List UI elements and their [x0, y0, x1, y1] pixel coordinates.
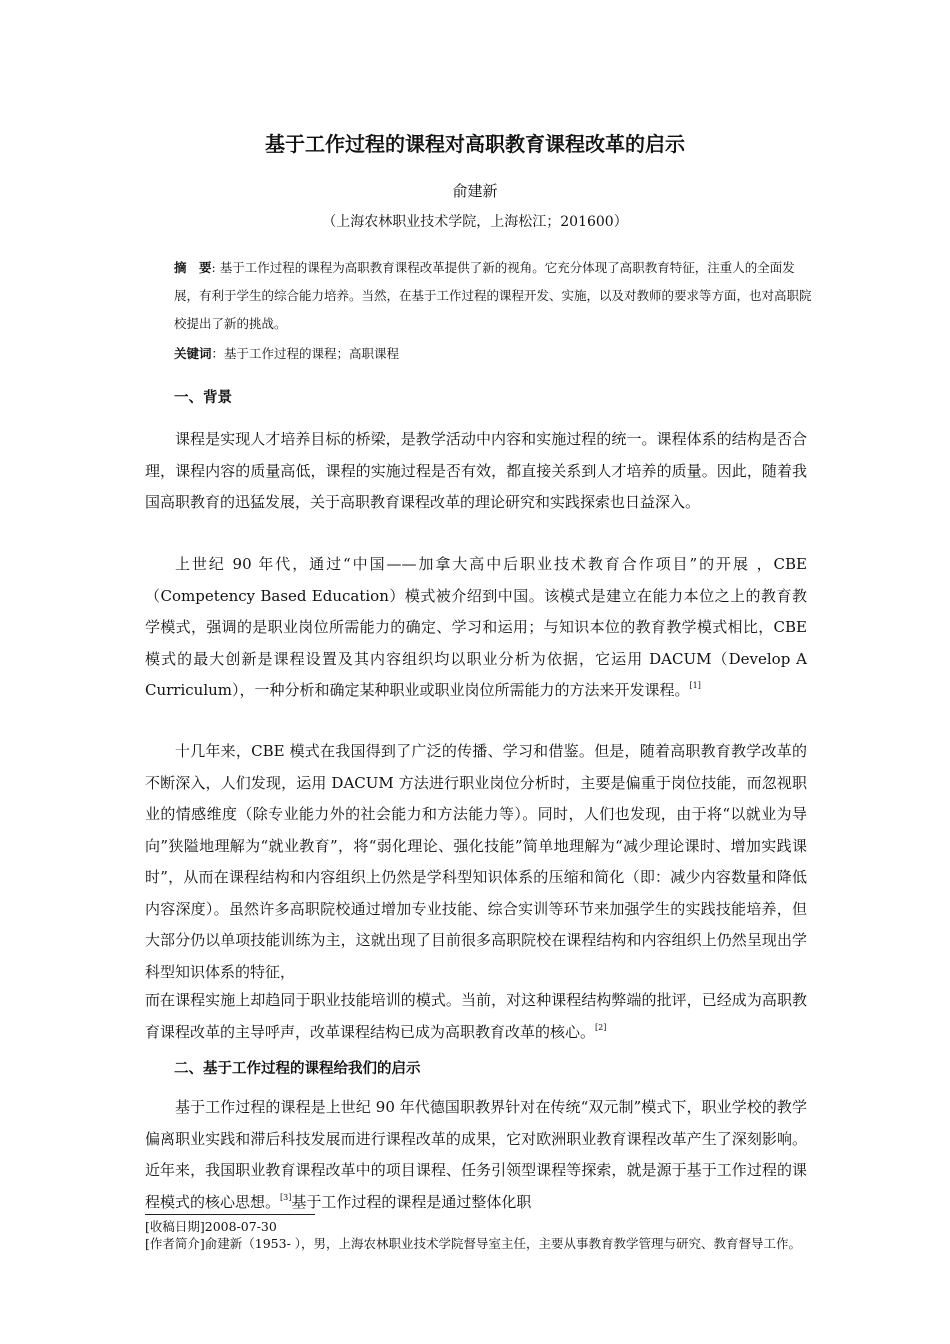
paragraph-2	[145, 549, 807, 707]
citation-ref-1[interactable]: [1]	[689, 681, 701, 690]
paper-title: 基于工作过程的课程对高职教育课程改革的启示	[265, 132, 685, 156]
paragraph-4-text: 而在课程实施上却趋同于职业技能培训的模式。当前，对这种课程结构弊端的批评，已经成为高职教育课程改革的主导呼声，改革课程结构已成为高职教育改革的核心。	[145, 991, 807, 1041]
abstract	[174, 254, 814, 338]
footnote-received-date: [收稿日期]2008-07-30	[145, 1219, 277, 1234]
author-name: 俞建新	[452, 182, 498, 200]
paragraph-5-tail: 基于工作过程的课程是通过整体化职	[291, 1192, 532, 1211]
paragraph-1: 课程是实现人才培养目标的桥梁，是教学活动中内容和实施过程的统一。课程体系的结构是否合理，课程内容的质量高低，课程的实施过程是否有效，都直接关系到人才培养的质量。因此，随着我国高职教育的迅猛发展，关于高职教育课程改革的理论研究和实践探索也日益深入。	[145, 430, 807, 511]
keywords-label: 关键词	[174, 346, 212, 361]
paragraph-5	[145, 1092, 807, 1218]
footnote-author-info: [作者简介]俞建新（1953- ），男，上海农林职业技术学院督导室主任，主要从事教育教学管理与研究、教育督导工作。	[145, 1236, 802, 1251]
paragraph-4	[145, 985, 807, 1048]
abstract-label: 摘 要	[174, 260, 212, 275]
keywords	[174, 340, 814, 368]
paragraph-3: 十几年来，CBE 模式在我国得到了广泛的传播、学习和借鉴。但是，随着高职教育教学改革的不断深入，人们发现，运用 DACUM 方法进行职业岗位分析时，主要是偏重于岗位技能，而忽视职业的情感维度（除专业能力外的社会能力和方法能力等）。同时，人们也发现，由于将“以就业为导向”狭隘地理解为“就业教育”，将“弱化理论、强化技能”简单地理解为“减少理论课时、增加实践课时”，从而在课程结构和内容组织上仍然是学科型知识体系的压缩和简化（即：减少内容数量和降低内容深度）。虽然许多高职院校通过增加专业技能、综合实训等环节来加强学生的实践技能培养，但大部分仍以单项技能训练为主，这就出现了目前很多高职院校在课程结构和内容组织上仍然呈现出学科型知识体系的特征，	[145, 742, 807, 981]
footnote-divider	[145, 1214, 315, 1215]
keywords-text: ：基于工作过程的课程；高职课程	[211, 346, 400, 361]
citation-ref-3[interactable]: [3]	[280, 1192, 292, 1202]
paragraph-5-text: 基于工作过程的课程是上世纪 90 年代德国职教界针对在传统“双元制”模式下，职业学校的教学偏离职业实践和滞后科技发展而进行课程改革的成果，它对欧洲职业教育课程改革产生了深刻影响。近年来，我国职业教育课程改革中的项目课程、任务引领型课程等探索，就是源于基于工作过程的课程模式的核心思想。	[145, 1098, 807, 1211]
abstract-text: : 基于工作过程的课程为高职教育课程改革提供了新的视角。它充分体现了高职教育特征，注重人的全面发展，有利于学生的综合能力培养。当然，在基于工作过程的课程开发、实施，以及对教师的要求等方面，也对高职院校提出了新的挑战。	[174, 260, 812, 331]
citation-ref-2[interactable]: [2]	[595, 1022, 607, 1032]
author-affiliation: （上海农林职业技术学院，上海松江；201600）	[322, 214, 628, 230]
section-heading-background: 一、背景	[174, 390, 232, 406]
paragraph-2-text: 上世纪 90 年代，通过“中国——加拿大高中后职业技术教育合作项目”的开展 ，CBE（Competency Based Education）模式被介绍到中国。该模式是建立在能力本位之上的教育教学模式，强调的是职业岗位所需能力的确定、学习和运用；与知识本位的教育教学模式相比，CBE 模式的最大创新是课程设置及其内容组织均以职业分析为依据，它运用 DACUM（Develop A Curriculum），一种分析和确定某种职业或职业岗位所需能力的方法来开发课程。	[145, 555, 807, 699]
section-heading-inspiration: 二、基于工作过程的课程给我们的启示	[174, 1061, 421, 1077]
